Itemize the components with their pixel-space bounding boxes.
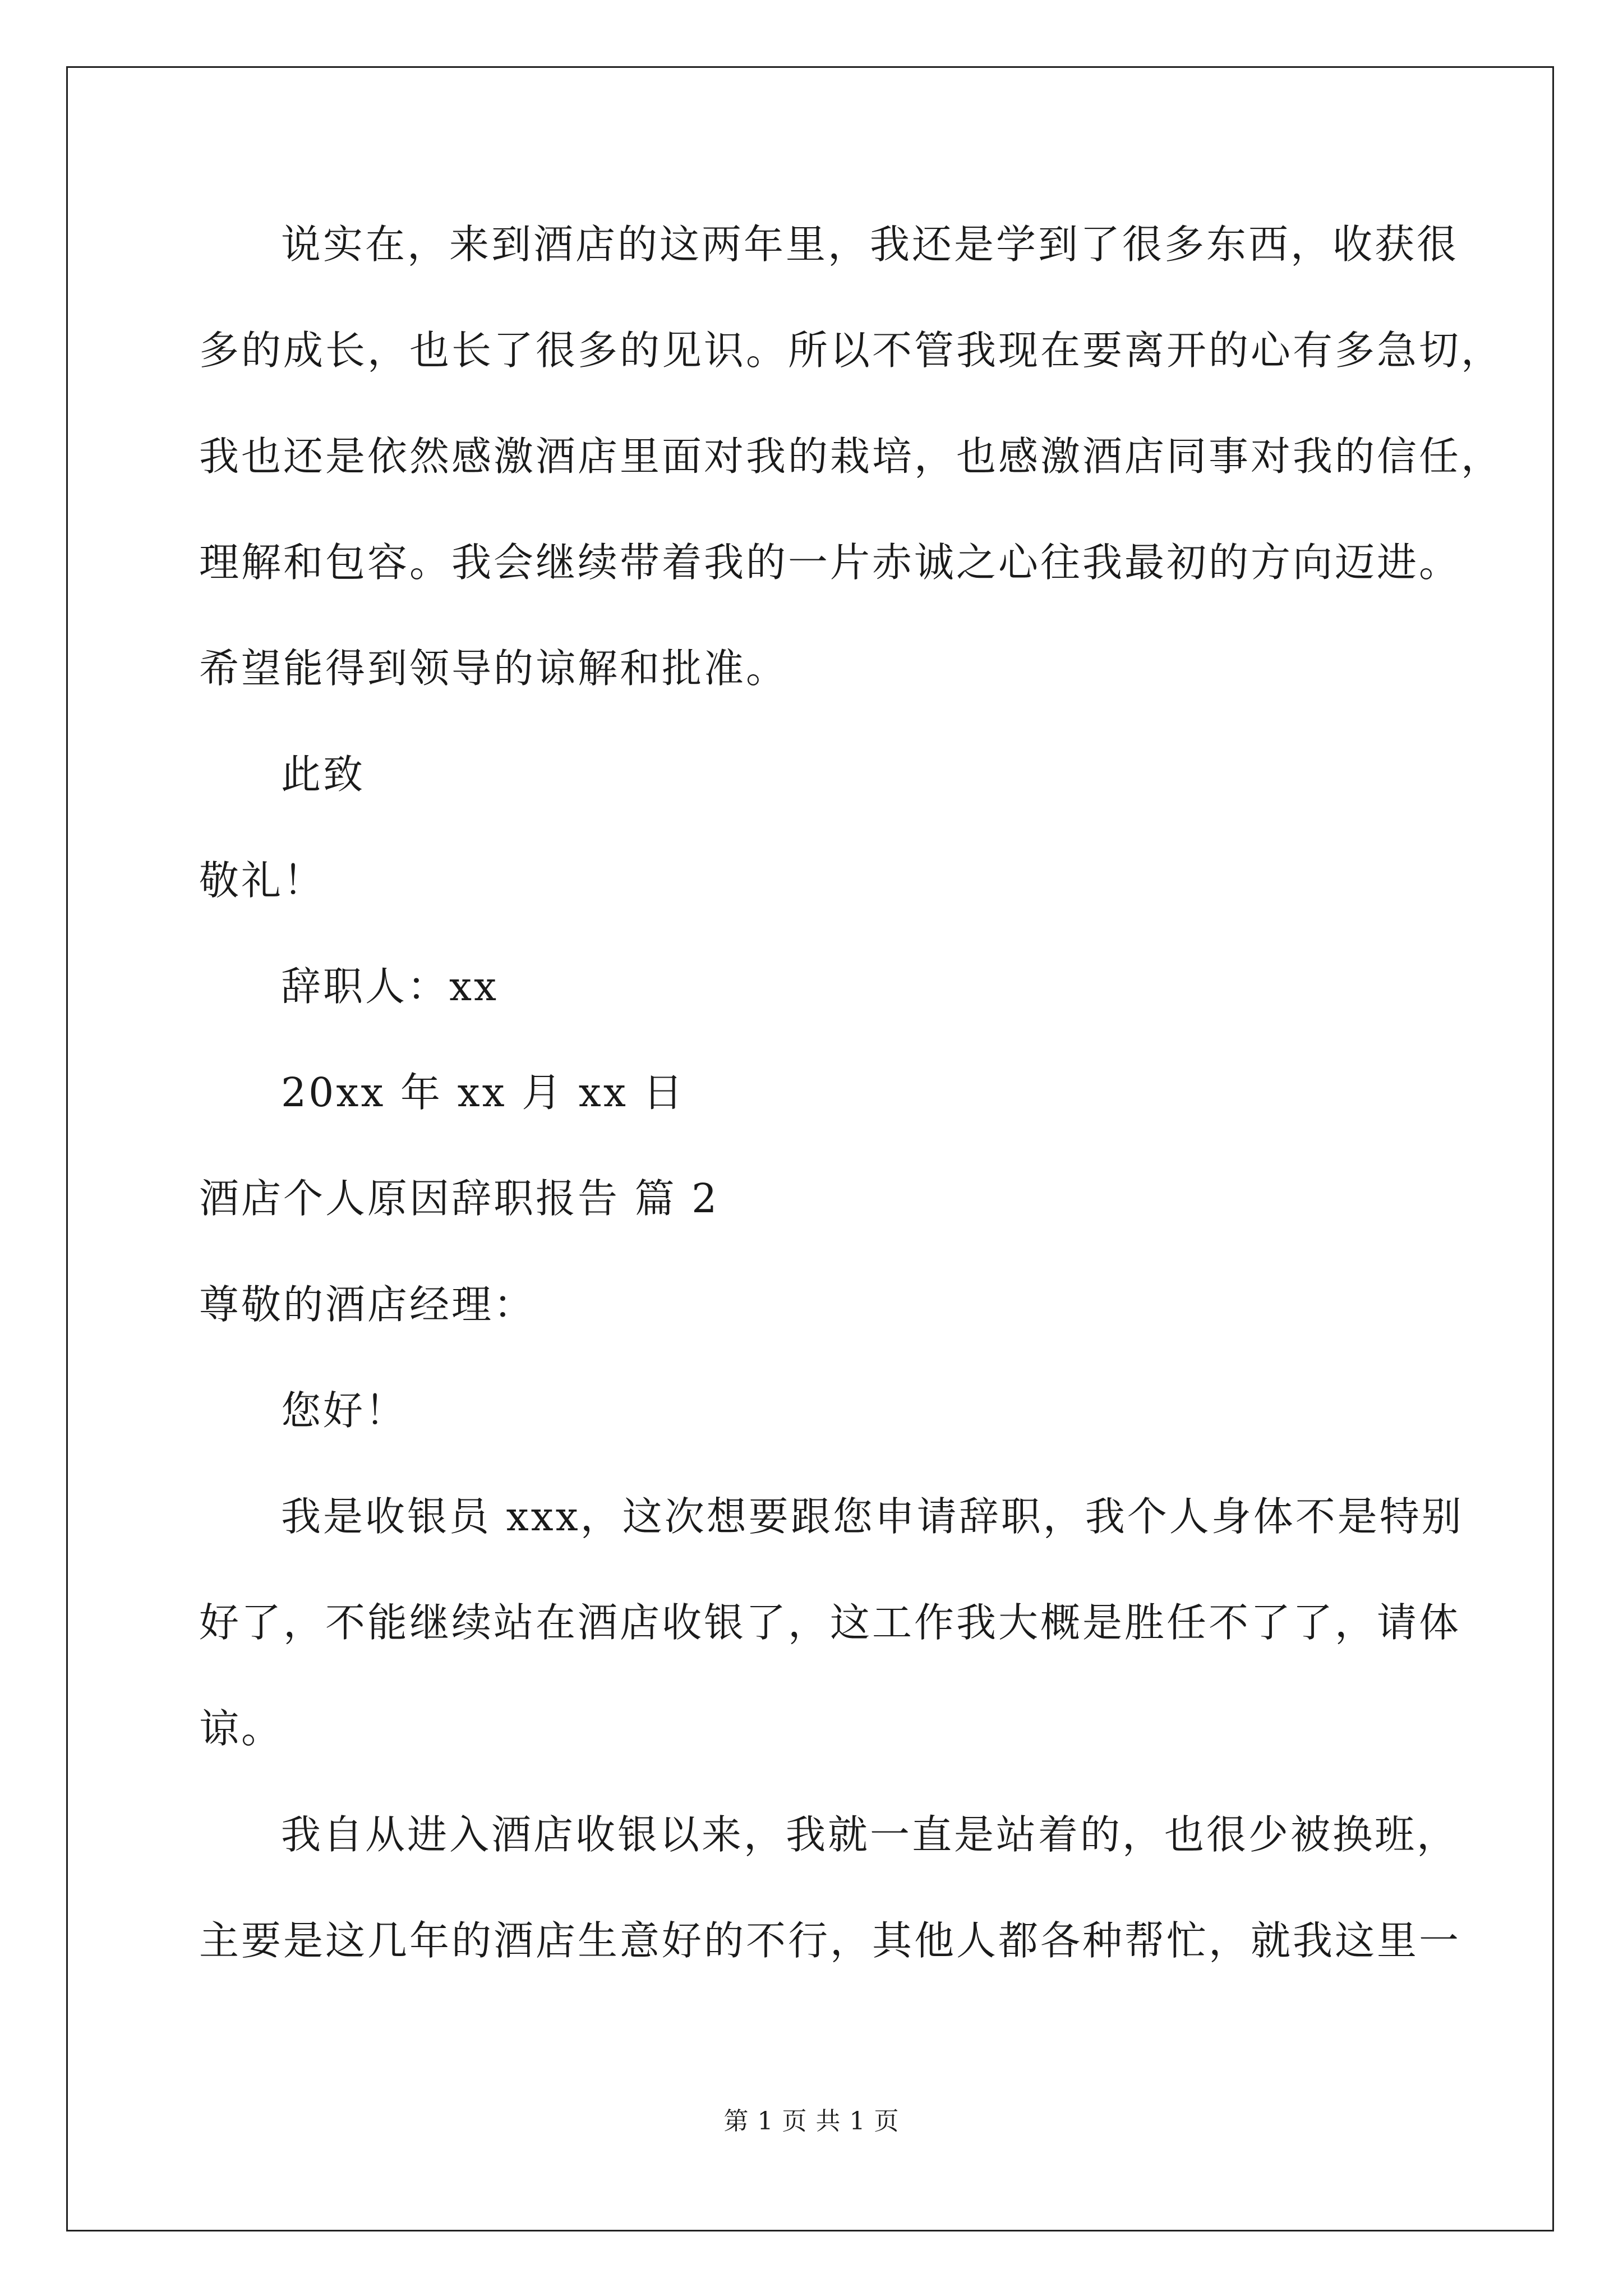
signature-line: 辞职人：xx — [281, 963, 499, 1010]
paragraph-line: 希望能得到领导的谅解和批准。 — [199, 645, 789, 692]
paragraph-line: 说实在，来到酒店的这两年里，我还是学到了很多东西，收获很 — [281, 221, 1459, 268]
paragraph-line: 我是收银员 xxx，这次想要跟您申请辞职，我个人身体不是特别 — [281, 1493, 1464, 1540]
closing-regards: 敬礼！ — [199, 857, 326, 904]
paragraph-line: 主要是这几年的酒店生意好的不行，其他人都各种帮忙，就我这里一 — [199, 1917, 1461, 1964]
paragraph-line: 理解和包容。我会继续带着我的一片赤诚之心往我最初的方向迈进。 — [199, 539, 1461, 586]
paragraph-line: 好了，不能继续站在酒店收银了，这工作我大概是胜任不了了，请体 — [199, 1599, 1461, 1646]
closing-salutation: 此致 — [281, 751, 366, 798]
date-line: 20xx 年 xx 月 xx 日 — [281, 1069, 685, 1116]
recipient-line: 尊敬的酒店经理： — [199, 1281, 536, 1328]
paragraph-line: 多的成长，也长了很多的见识。所以不管我现在要离开的心有多急切， — [199, 327, 1504, 374]
greeting-line: 您好！ — [281, 1387, 408, 1434]
page-number-footer: 第 1 页 共 1 页 — [723, 2107, 900, 2136]
paragraph-line: 我自从进入酒店收银以来，我就一直是站着的，也很少被换班， — [281, 1811, 1459, 1858]
paragraph-line: 谅。 — [199, 1705, 284, 1752]
page-border — [66, 66, 1554, 2231]
section-heading: 酒店个人原因辞职报告 篇 2 — [199, 1175, 720, 1222]
paragraph-line: 我也还是依然感激酒店里面对我的栽培，也感激酒店同事对我的信任， — [199, 433, 1504, 480]
